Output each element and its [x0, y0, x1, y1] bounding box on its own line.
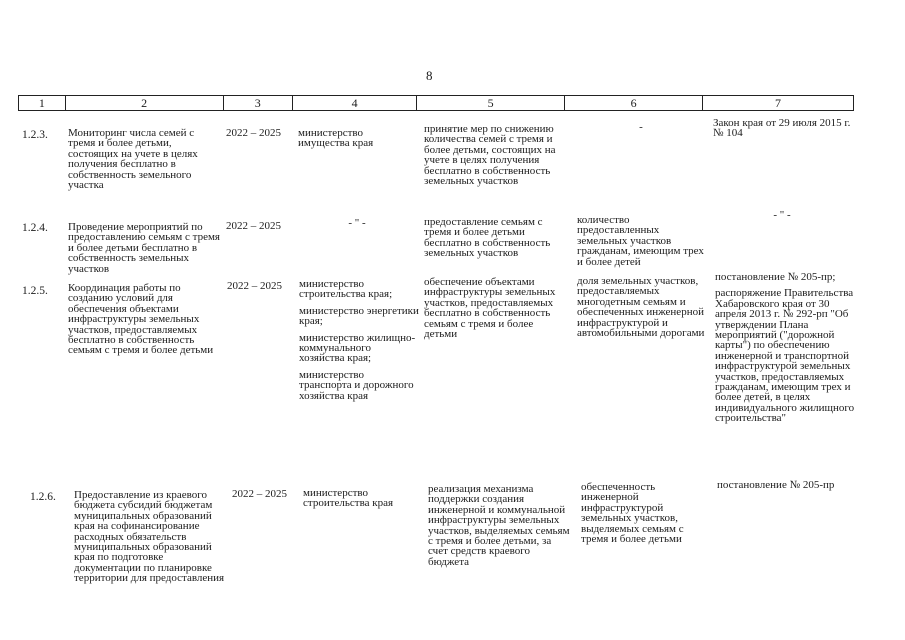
executor-cell: - " -	[348, 217, 366, 229]
executor-cell: министерство строительства края	[303, 487, 394, 510]
result-cell: реализация механизма поддержки создания инженерной и коммунальной инфраструктуры земельных участков, выделяемых семьям с тремя и более детьми, за счет средств краевого бюджета	[428, 483, 570, 568]
row-number: 1.2.6.	[30, 491, 56, 503]
column-header: 7	[702, 96, 853, 110]
executor-line: министерство транспорта и дорожного хозяйства края	[299, 368, 414, 402]
result-cell: предоставление семьям с тремя и более детьми бесплатно в собственность земельных участков	[424, 216, 551, 260]
page-number: 8	[426, 68, 433, 83]
period-cell: 2022 – 2025	[226, 127, 281, 139]
row-number: 1.2.4.	[22, 222, 48, 234]
column-header: 6	[564, 96, 702, 110]
period-cell: 2022 – 2025	[226, 220, 281, 232]
row-number: 1.2.3.	[22, 129, 48, 141]
executor-cell: министерство имущества края	[298, 127, 374, 150]
indicator-cell: количество предоставленных земельных участков гражданам, имеющим трех и более детей	[577, 214, 704, 268]
document-cell: постановление № 205-пр	[717, 479, 835, 491]
event-cell: Проведение мероприятий по предоставлению семьям с тремя и более детьми бесплатно в собственность земельных участков	[68, 221, 220, 275]
column-header: 3	[223, 96, 293, 110]
document-line: распоряжение Правительства Хабаровского края от 30 апреля 2013 г. № 292-рп "Об утверждении Плана мероприятий ("дорожной карты") по обеспечению инженерной и транспортной инфраструктурой земельных участков, предоставляемых гражданам, имеющим трех и более детей, в целях индивидуального жилищного строительства"	[715, 287, 855, 425]
column-header: 2	[65, 96, 223, 110]
column-header: 1	[38, 96, 45, 110]
document-line: постановление № 205-пр;	[715, 271, 836, 283]
period-cell: 2022 – 2025	[232, 488, 287, 500]
indicator-cell: обеспеченность инженерной инфраструктурой земельных участков, выделяемых семьям с тремя и более детьми	[581, 481, 684, 546]
event-cell: Координация работы по созданию условий для обеспечения объектами инфраструктуры земельных участков, предоставляемых бесплатно в собственность семьям с тремя и более детьми	[68, 282, 214, 357]
column-header: 4	[292, 96, 416, 110]
document-cell: Закон края от 29 июля 2015 г. № 104	[713, 117, 851, 140]
executor-line: министерство жилищно-коммунального хозяйства края;	[299, 331, 416, 365]
executor-cell	[299, 279, 419, 407]
document-cell: - " -	[773, 209, 791, 221]
result-cell: обеспечение объектами инфраструктуры земельных участков, предоставляемых бесплатно в собственность семьям с тремя и более детьми	[424, 276, 556, 341]
indicator-cell: доля земельных участков, предоставляемых многодетным семьям и обеспеченных инженерной инфраструктурой и автомобильными дорогами	[577, 275, 705, 340]
column-header: 5	[416, 96, 564, 110]
event-cell: Предоставление из краевого бюджета субсидий бюджетам муниципальных образований края на софинансирование расходных обязательств муниципальных образований края по подготовке документации по планировке территории для предоставления	[74, 489, 225, 585]
result-cell: принятие мер по снижению количества семей с тремя и более детьми, состоящих на учете в целях получения бесплатно в собственность земельных участков	[424, 123, 556, 188]
executor-line: министерство энергетики края;	[299, 304, 419, 328]
event-cell: Мониторинг числа семей с тремя и более детьми, состоящих на учете в целях получения бесплатно в собственность земельного участка	[68, 127, 198, 192]
document-cell	[715, 272, 859, 430]
executor-line: министерство строительства края;	[299, 278, 393, 301]
table-header-row	[18, 95, 854, 111]
row-number: 1.2.5.	[22, 285, 48, 297]
indicator-cell: -	[639, 121, 643, 133]
period-cell: 2022 – 2025	[227, 280, 282, 292]
